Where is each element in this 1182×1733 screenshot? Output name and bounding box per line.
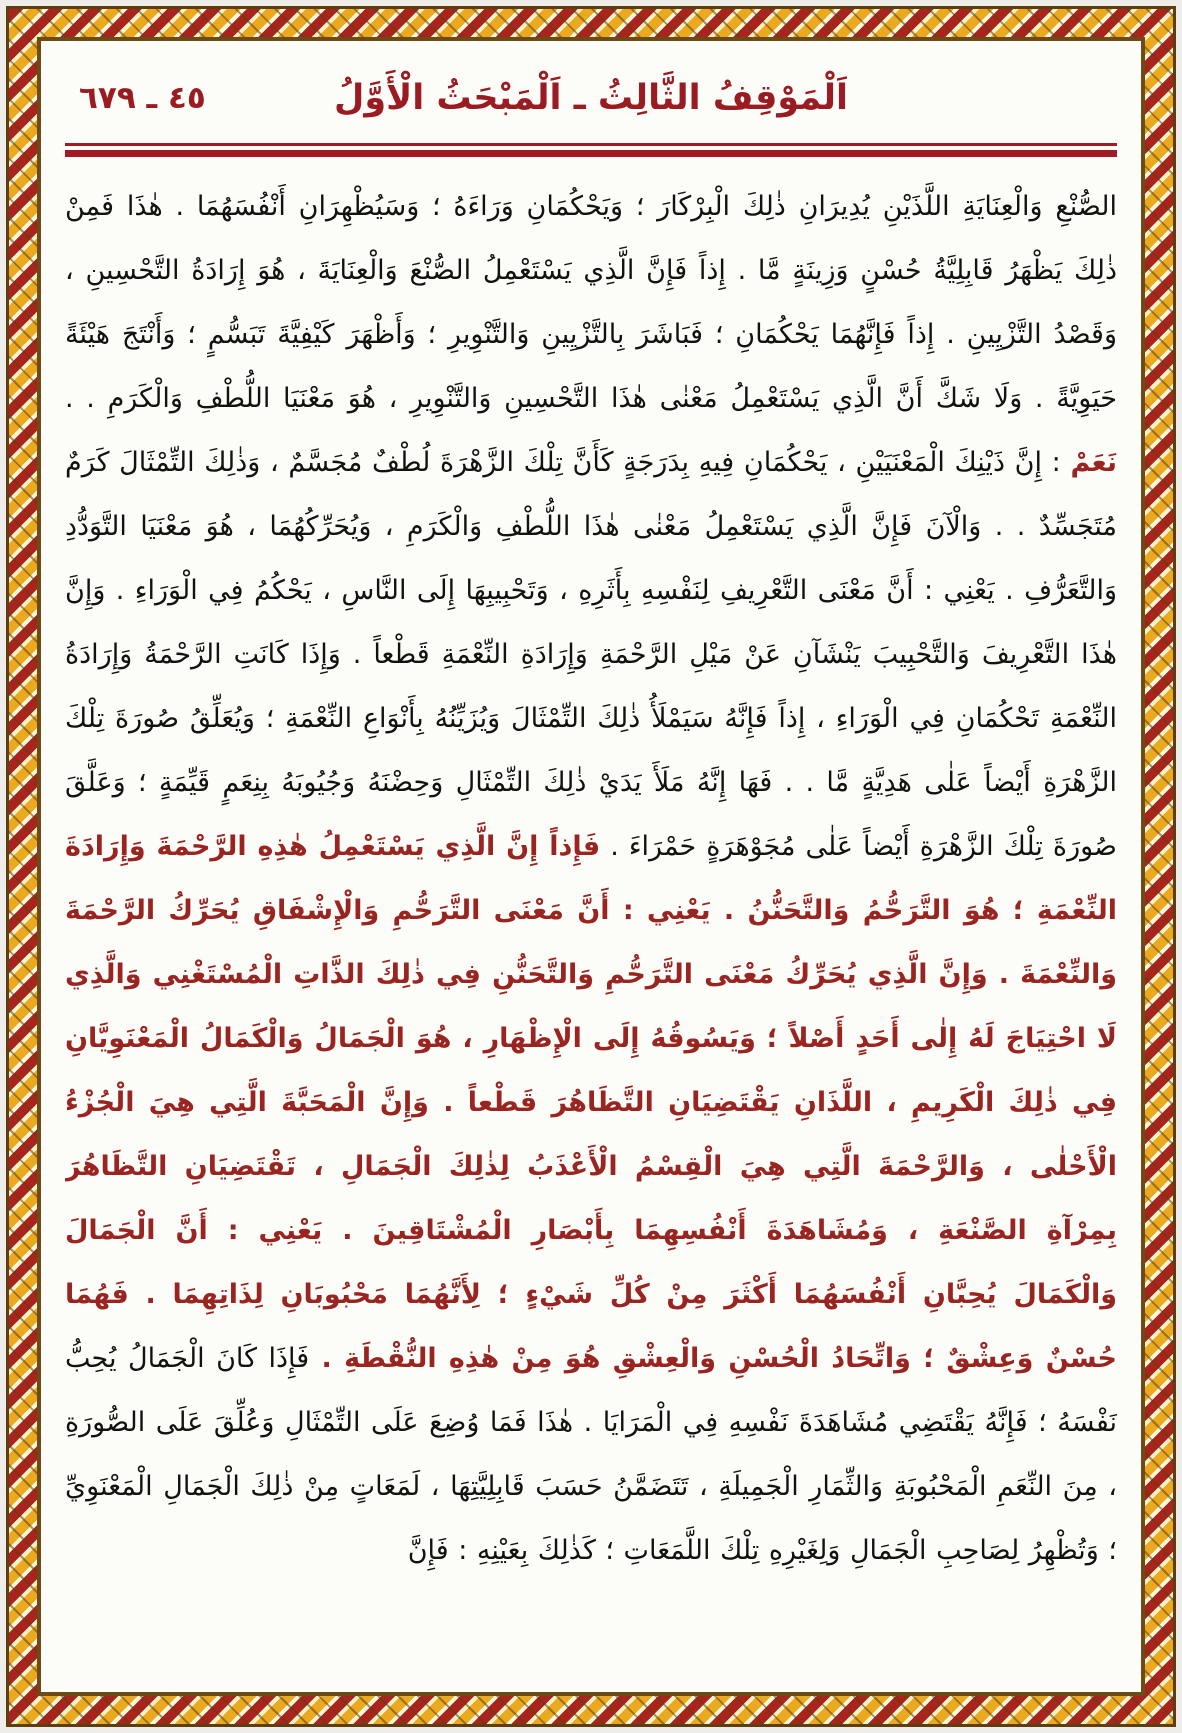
text-segment-red: نَعَمْ [1070, 447, 1117, 478]
text-segment-black: الصُّنْعِ وَالْعِنَايَةِ اللَّذَيْنِ يُدِيرَانِ ذٰلِكَ الْبِرْكَارَ ؛ وَيَحْكُمَانِ وَرَاءَهُ ؛ وَسَيُظْهِرَانِ أَنْفُسَهُمَا . هٰذَا فَمِنْ ذٰلِكَ يَظْهَرُ قَابِلِيَّةُ حُسْنٍ وَزِينَةٍ مَّا . إِذاً فَإِنَّ الَّذِي يَسْتَعْمِلُ الصُّنْعَ وَالْعِنَايَةَ ، هُوَ إِرَادَةُ التَّحْسِينِ ، وَقَصْدُ التَّزْيِينِ . إِذاً فَإِنَّهُمَا يَحْكُمَانِ ؛ فَبَاشَرَ بِالتَّزْيِينِ وَالتَّنْوِيرِ ؛ وَأَظْهَرَ كَيْفِيَّةَ تَبَسُّمٍ ؛ وَأَنْتَجَ هَيْئَةً حَيَوِيَّةً . وَلَا شَكَّ أَنَّ الَّذِي يَسْتَعْمِلُ مَعْنٰى هٰذَا التَّحْسِينِ وَالتَّنْوِيرِ ، هُوَ مَعْنَيَا اللُّطْفِ وَالْكَرَمِ . . [65, 191, 1117, 414]
header-rule-thick [65, 150, 1117, 157]
text-segment-black: : إِنَّ ذَيْنِكَ الْمَعْنَيَيْنِ ، يَحْكُمَانِ فِيهِ بِدَرَجَةٍ كَأَنَّ تِلْكَ الزَّهْرَةَ لُطْفٌ مُجَسَّمٌ ، وَذٰلِكَ التِّمْثَالَ كَرَمٌ مُتَجَسِّدٌ . . وَالْآنَ فَإِنَّ الَّذِي يَسْتَعْمِلُ مَعْنٰى هٰذَا اللُّطْفِ وَالْكَرَمِ ، وَيُحَرِّكُهُمَا ، هُوَ مَعْنَيَا التَّوَدُّدِ وَالتَّعَرُّفِ . يَعْنِي : أَنَّ مَعْنَى التَّعْرِيفِ لِنَفْسِهِ بِأَثَرِهِ ، وَتَحْبِيبِهَا إِلَى النَّاسِ ، يَحْكُمُ فِي الْوَرَاءِ . وَإِنَّ هٰذَا التَّعْرِيفَ وَالتَّحْبِيبَ يَنْشَآنِ عَنْ مَيْلِ الرَّحْمَةِ وَإِرَادَةِ النِّعْمَةِ قَطْعاً . وَإِذَا كَانَتِ الرَّحْمَةُ وَإِرَادَةُ النِّعْمَةِ تَحْكُمَانِ فِي الْوَرَاءِ ، إِذاً فَإِنَّهُ سَيَمْلَأُ ذٰلِكَ التِّمْثَالَ وَيُزَيِّنُهُ بِأَنْوَاعِ النِّعْمَةِ ؛ وَيُعَلِّقُ صُورَةَ تِلْكَ الزَّهْرَةِ أَيْضاً عَلٰى هَدِيَّةٍ مَّا . . فَهَا إِنَّهُ مَلَأَ يَدَيْ ذٰلِكَ التِّمْثَالِ وَحِضْنَهُ وَجُيُوبَهُ بِنِعَمٍ قَيِّمَةٍ ؛ وَعَلَّقَ صُورَةَ تِلْكَ الزَّهْرَةِ أَيْضاً عَلٰى مُجَوْهَرَةٍ حَمْرَاءَ . [65, 447, 1117, 862]
text-segment-black: فَإِذَا كَانَ الْجَمَالُ يُحِبُّ نَفْسَهُ ؛ فَإِنَّهُ يَقْتَضِي مُشَاهَدَةَ نَفْسِهِ فِي الْمَرَايَا . هٰذَا فَمَا وُضِعَ عَلَى التِّمْثَالِ وَعُلِّقَ عَلَى الصُّورَةِ ، مِنَ النِّعَمِ الْمَحْبُوبَةِ وَالثِّمَارِ الْجَمِيلَةِ ، تَتَضَمَّنُ حَسَبَ قَابِلِيَّتِهَا ، لَمَعَاتٍ مِنْ ذٰلِكَ الْجَمَالِ الْمَعْنَوِيِّ ؛ وَتُظْهِرُ لِصَاحِبِ الْجَمَالِ وَلِغَيْرِهِ تِلْكَ اللَّمَعَاتِ ؛ كَذٰلِكَ بِعَيْنِهِ : فَإِنَّ [65, 1343, 1117, 1566]
page-sheet [37, 37, 1145, 1696]
ornamental-chain-border [6, 6, 1176, 1727]
page-header [65, 55, 1117, 141]
page-title: اَلْمَوْقِفُ الثَّالِثُ ـ اَلْمَبْحَثُ الْأَوَّلُ [334, 78, 848, 118]
body-text [65, 175, 1117, 1583]
text-segment-red: فَإِذاً إِنَّ الَّذِي يَسْتَعْمِلُ هٰذِهِ الرَّحْمَةَ وَإِرَادَةَ النِّعْمَةِ ؛ هُوَ التَّرَحُّمُ وَالتَّحَنُّنُ . يَعْنِي : أَنَّ مَعْنَى التَّرَحُّمِ وَالْإِشْفَاقِ يُحَرِّكُ الرَّحْمَةَ وَالنِّعْمَةَ . وَإِنَّ الَّذِي يُحَرِّكُ مَعْنَى التَّرَحُّمِ وَالتَّحَنُّنِ فِي ذٰلِكَ الذَّاتِ الْمُسْتَغْنِي وَالَّذِي لَا احْتِيَاجَ لَهُ إِلٰى أَحَدٍ أَصْلاً ؛ وَيَسُوقُهُ إِلَى الْإِظْهَارِ ، هُوَ الْجَمَالُ وَالْكَمَالُ الْمَعْنَوِيَّانِ فِي ذٰلِكَ الْكَرِيمِ ، اللَّذَانِ يَقْتَضِيَانِ التَّظَاهُرَ قَطْعاً . وَإِنَّ الْمَحَبَّةَ الَّتِي هِيَ الْجُزْءُ الْأَحْلٰى ، وَالرَّحْمَةَ الَّتِي هِيَ الْقِسْمُ الْأَعْذَبُ لِذٰلِكَ الْجَمَالِ ، تَقْتَضِيَانِ التَّظَاهُرَ بِمِرْآةِ الصَّنْعَةِ ، وَمُشَاهَدَةَ أَنْفُسِهِمَا بِأَبْصَارِ الْمُشْتَاقِينَ . يَعْنِي : أَنَّ الْجَمَالَ وَالْكَمَالَ يُحِبَّانِ أَنْفُسَهُمَا أَكْثَرَ مِنْ كُلِّ شَيْءٍ ؛ لِأَنَّهُمَا مَحْبُوبَانِ لِذَاتِهِمَا . فَهُمَا حُسْنٌ وَعِشْقٌ ؛ وَاتِّحَادُ الْحُسْنِ وَالْعِشْقِ هُوَ مِنْ هٰذِهِ النُّقْطَةِ . [65, 831, 1117, 1374]
header-rule-thin [65, 143, 1117, 146]
page-number: ٤٥ ـ ٦٧٩ [79, 80, 206, 116]
